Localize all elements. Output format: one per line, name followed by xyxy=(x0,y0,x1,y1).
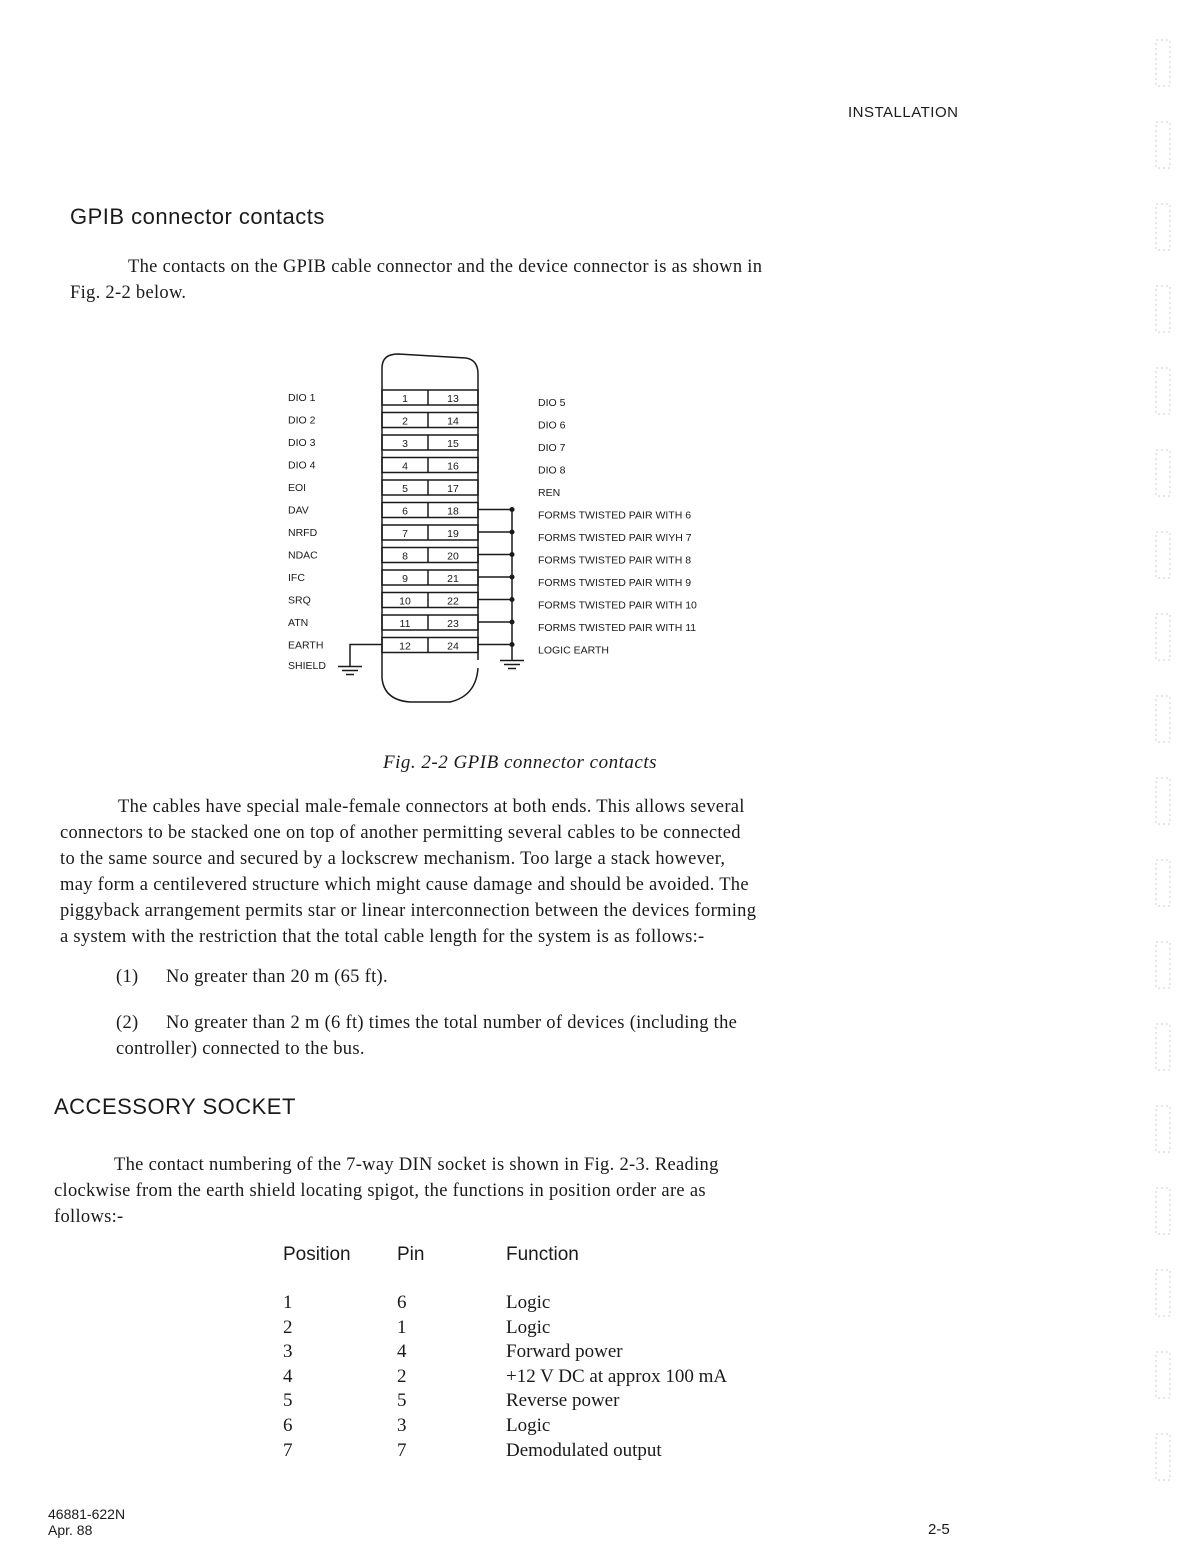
signal-label-left: DIO 4 xyxy=(288,459,316,472)
signal-label-left: IFC xyxy=(288,572,305,584)
pin-row-box xyxy=(382,413,478,428)
table-cell-function: +12 V DC at approx 100 mA xyxy=(506,1365,728,1387)
pin-number-left: 8 xyxy=(402,550,408,563)
accessory-paragraph xyxy=(54,1152,984,1230)
doc-date: Apr. 88 xyxy=(48,1522,93,1538)
pin-number-left: 10 xyxy=(399,595,411,608)
scan-mark xyxy=(1156,1188,1170,1234)
list-item-1 xyxy=(116,964,388,990)
table-cell-function: Forward power xyxy=(506,1341,623,1363)
pin-row-box xyxy=(382,638,478,653)
table-cell-position: 7 xyxy=(283,1439,293,1461)
scan-mark xyxy=(1156,942,1170,988)
signal-label-left: NDAC xyxy=(288,549,318,562)
signal-label-right: DIO 7 xyxy=(538,442,566,454)
signal-label-right: FORMS TWISTED PAIR WIYH 7 xyxy=(538,532,692,544)
table-cell-position: 6 xyxy=(283,1415,293,1436)
scan-mark xyxy=(1156,778,1170,824)
pin-row-box xyxy=(382,593,478,608)
pin-number-left: 5 xyxy=(402,483,408,495)
signal-label-left: SHIELD xyxy=(288,660,326,672)
signal-label-left: DIO 3 xyxy=(288,437,316,449)
table-cell-position: 4 xyxy=(283,1365,293,1387)
cables-paragraph xyxy=(60,794,990,950)
accessory-line: clockwise from the earth shield locating spigot, the functions in position order are as xyxy=(54,1181,706,1201)
din-pin-table xyxy=(283,1244,843,1474)
table-cell-pin: 4 xyxy=(397,1341,407,1363)
cables-line: connectors to be stacked one on top of another permitting several cables to be connected xyxy=(60,823,741,843)
table-cell-pin: 2 xyxy=(397,1365,407,1387)
table-cell-function: Demodulated output xyxy=(506,1439,662,1461)
section-title-accessory: ACCESSORY SOCKET xyxy=(54,1094,296,1119)
signal-label-left: DIO 1 xyxy=(288,392,316,404)
scan-mark xyxy=(1156,1270,1170,1316)
table-cell-position: 5 xyxy=(283,1390,293,1412)
section-title-gpib: GPIB connector contacts xyxy=(70,204,325,229)
table-cell-pin: 1 xyxy=(397,1316,407,1338)
pin-number-left: 1 xyxy=(402,393,408,405)
pin-number-right: 13 xyxy=(447,393,459,405)
table-cell-position: 1 xyxy=(283,1292,293,1313)
list-item-text-cont: controller) connected to the bus. xyxy=(116,1039,365,1059)
pin-row-box xyxy=(382,525,478,540)
signal-label-left: DIO 2 xyxy=(288,414,316,427)
list-item-2 xyxy=(116,1010,976,1062)
pin-number-left: 12 xyxy=(399,640,411,653)
table-cell-pin: 7 xyxy=(397,1439,407,1461)
scan-mark xyxy=(1156,122,1170,168)
doc-number: 46881-622N xyxy=(48,1506,126,1522)
pin-row-box xyxy=(382,435,478,450)
scan-mark xyxy=(1156,368,1170,414)
pin-number-left: 2 xyxy=(402,415,408,428)
pin-number-right: 23 xyxy=(447,618,459,630)
pin-number-left: 4 xyxy=(402,460,408,473)
signal-label-right: FORMS TWISTED PAIR WITH 9 xyxy=(538,577,692,589)
scan-mark xyxy=(1156,532,1170,578)
signal-label-right: FORMS TWISTED PAIR WITH 8 xyxy=(538,554,692,567)
table-row xyxy=(283,1341,843,1365)
list-item-text: No greater than 20 m (65 ft). xyxy=(166,967,388,987)
scan-mark xyxy=(1156,204,1170,250)
pin-number-right: 19 xyxy=(447,528,459,540)
table-cell-function: Logic xyxy=(506,1292,551,1313)
scan-mark xyxy=(1156,696,1170,742)
col-header-function: Function xyxy=(506,1244,579,1265)
connector-shell-outline xyxy=(382,354,478,702)
signal-label-left: ATN xyxy=(288,617,309,629)
gpib-intro-line1: The contacts on the GPIB cable connector and the device connector is as shown in xyxy=(128,257,763,277)
table-row xyxy=(283,1390,843,1414)
table-cell-position: 2 xyxy=(283,1316,293,1338)
pin-row-box xyxy=(382,458,478,473)
pin-number-right: 22 xyxy=(447,595,459,608)
list-item-number: (1) xyxy=(116,967,139,987)
shield-wire xyxy=(350,645,382,667)
scan-mark xyxy=(1156,40,1170,86)
signal-label-left: SRQ xyxy=(288,594,311,607)
pin-row-box xyxy=(382,615,478,630)
scan-binding-marks xyxy=(1150,30,1180,1530)
cables-line: to the same source and secured by a lockscrew mechanism. Too large a stack however, xyxy=(60,849,726,869)
table-row xyxy=(283,1366,843,1390)
scan-mark xyxy=(1156,1024,1170,1070)
scan-mark xyxy=(1156,1434,1170,1480)
scan-mark xyxy=(1156,860,1170,906)
earth-symbol-left xyxy=(338,667,362,675)
pin-number-right: 21 xyxy=(447,573,459,585)
pin-number-right: 18 xyxy=(447,505,459,518)
pin-row-box xyxy=(382,548,478,563)
signal-label-left: NRFD xyxy=(288,527,318,539)
pin-row-box xyxy=(382,503,478,518)
table-row xyxy=(283,1317,843,1341)
pin-number-right: 14 xyxy=(447,415,459,428)
scan-mark xyxy=(1156,286,1170,332)
table-cell-function: Logic xyxy=(506,1316,551,1338)
cables-line: piggyback arrangement permits star or linear interconnection between the devices forming xyxy=(60,901,757,921)
accessory-line: follows:- xyxy=(54,1207,124,1227)
footer-left xyxy=(48,1506,125,1538)
signal-label-right: DIO 5 xyxy=(538,397,566,409)
pin-number-left: 11 xyxy=(399,618,411,630)
table-row xyxy=(283,1292,843,1316)
earth-symbol-right xyxy=(500,661,524,669)
scan-mark xyxy=(1156,614,1170,660)
signal-label-right: REN xyxy=(538,487,561,499)
cables-line: may form a centilevered structure which might cause damage and should be avoided. The xyxy=(60,875,749,895)
accessory-line: The contact numbering of the 7-way DIN socket is shown in Fig. 2-3. Reading xyxy=(114,1155,719,1175)
pin-row-box xyxy=(382,570,478,585)
gpib-intro-line2: Fig. 2-2 below. xyxy=(70,283,187,303)
figure-caption: Fig. 2-2 GPIB connector contacts xyxy=(382,752,657,773)
signal-label-right: FORMS TWISTED PAIR WITH 10 xyxy=(538,599,697,612)
table-cell-function: Logic xyxy=(506,1415,551,1436)
table-cell-function: Reverse power xyxy=(506,1390,620,1412)
pin-number-left: 7 xyxy=(402,528,408,540)
pin-number-right: 15 xyxy=(447,438,459,450)
table-cell-position: 3 xyxy=(283,1341,293,1363)
col-header-pin: Pin xyxy=(397,1244,425,1265)
scan-mark xyxy=(1156,1106,1170,1152)
cables-line: a system with the restriction that the total cable length for the system is as follows:- xyxy=(60,927,705,947)
running-header: INSTALLATION xyxy=(848,104,959,121)
pin-row-box xyxy=(382,390,478,405)
list-item-number: (2) xyxy=(116,1013,139,1033)
signal-label-left: DAV xyxy=(288,504,309,517)
table-cell-pin: 3 xyxy=(397,1415,407,1436)
pin-row-box xyxy=(382,480,478,495)
col-header-position: Position xyxy=(283,1244,351,1265)
table-cell-pin: 5 xyxy=(397,1390,407,1412)
signal-label-right: DIO 6 xyxy=(538,419,566,432)
table-header xyxy=(283,1244,843,1270)
pin-number-left: 6 xyxy=(402,505,408,518)
pin-number-right: 16 xyxy=(447,460,459,473)
signal-label-right: DIO 8 xyxy=(538,464,566,477)
pin-number-right: 20 xyxy=(447,550,459,563)
page-number: 2-5 xyxy=(928,1521,950,1538)
gpib-connector-diagram xyxy=(270,350,790,710)
pin-number-left: 3 xyxy=(402,438,408,450)
list-item-text: No greater than 2 m (6 ft) times the total number of devices (including the xyxy=(166,1013,738,1033)
pin-number-right: 17 xyxy=(447,483,459,495)
table-row xyxy=(283,1440,843,1464)
table-cell-pin: 6 xyxy=(397,1292,407,1313)
table-row xyxy=(283,1415,843,1439)
signal-label-left: EOI xyxy=(288,482,307,494)
pin-number-right: 24 xyxy=(447,640,459,653)
signal-label-right: FORMS TWISTED PAIR WITH 11 xyxy=(538,622,697,634)
signal-label-left: EARTH xyxy=(288,639,324,652)
signal-label-right: LOGIC EARTH xyxy=(538,644,609,657)
scan-mark xyxy=(1156,1352,1170,1398)
signal-label-right: FORMS TWISTED PAIR WITH 6 xyxy=(538,509,692,522)
pin-number-left: 9 xyxy=(402,573,408,585)
scan-mark xyxy=(1156,450,1170,496)
cables-line: The cables have special male-female connectors at both ends. This allows several xyxy=(118,797,745,817)
